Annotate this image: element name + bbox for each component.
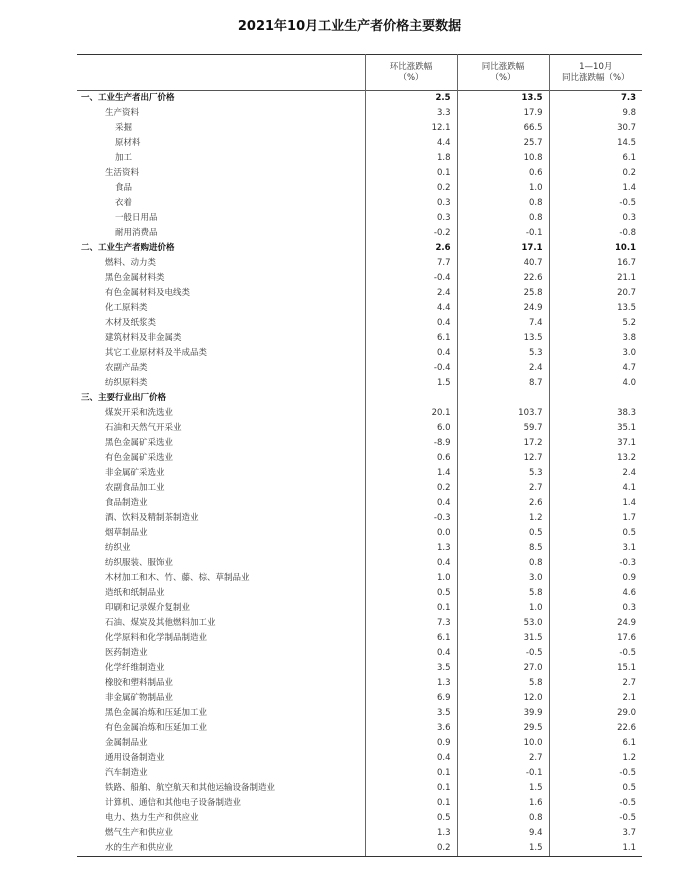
cell-mom: 0.1 (365, 781, 457, 796)
cell-ytd: 10.1 (549, 241, 642, 256)
cell-ytd: 0.3 (549, 601, 642, 616)
cell-mom: 1.4 (365, 466, 457, 481)
row-label: 烟草制品业 (105, 528, 148, 538)
cell-ytd: 0.9 (549, 571, 642, 586)
cell-ytd: 35.1 (549, 421, 642, 436)
table-row (77, 466, 642, 481)
cell-mom: 3.5 (365, 706, 457, 721)
cell-ytd: 6.1 (549, 151, 642, 166)
cell-mom: 0.4 (365, 751, 457, 766)
cell-mom (365, 391, 457, 406)
table-row (77, 586, 642, 601)
cell-yoy: 2.6 (457, 496, 549, 511)
cell-ytd: 2.4 (549, 466, 642, 481)
cell-yoy: 1.5 (457, 841, 549, 857)
cell-ytd: 1.7 (549, 511, 642, 526)
cell-mom: 0.1 (365, 766, 457, 781)
table-row (77, 166, 642, 181)
table-row (77, 316, 642, 331)
cell-mom: 1.3 (365, 541, 457, 556)
cell-ytd: 38.3 (549, 406, 642, 421)
table-row (77, 331, 642, 346)
row-label: 农副食品加工业 (105, 483, 165, 493)
header-ytd (549, 55, 642, 91)
cell-ytd: 4.7 (549, 361, 642, 376)
cell-yoy: 0.5 (457, 526, 549, 541)
cell-yoy: 1.2 (457, 511, 549, 526)
cell-mom: -0.2 (365, 226, 457, 241)
cell-ytd: 13.2 (549, 451, 642, 466)
cell-mom: 0.9 (365, 736, 457, 751)
row-label: 石油和天然气开采业 (105, 423, 182, 433)
table-row (77, 571, 642, 586)
cell-mom: 0.4 (365, 496, 457, 511)
cell-yoy: 2.4 (457, 361, 549, 376)
cell-yoy: 12.7 (457, 451, 549, 466)
row-label: 二、工业生产者购进价格 (81, 243, 175, 253)
row-label: 化学原料和化学制品制造业 (105, 633, 208, 643)
cell-ytd: -0.8 (549, 226, 642, 241)
cell-mom: 3.5 (365, 661, 457, 676)
cell-ytd: 3.1 (549, 541, 642, 556)
row-label: 采掘 (115, 123, 133, 133)
cell-mom: 0.1 (365, 166, 457, 181)
cell-mom: 1.0 (365, 571, 457, 586)
section-row (77, 391, 642, 406)
table-row (77, 811, 642, 826)
row-label: 计算机、通信和其他电子设备制造业 (105, 798, 242, 808)
cell-yoy: 5.3 (457, 466, 549, 481)
cell-ytd: 6.1 (549, 736, 642, 751)
row-label: 木材加工和木、竹、藤、棕、草制品业 (105, 573, 250, 583)
table-row (77, 706, 642, 721)
cell-ytd: 1.4 (549, 181, 642, 196)
cell-ytd: 14.5 (549, 136, 642, 151)
cell-ytd: -0.5 (549, 811, 642, 826)
cell-mom: 0.5 (365, 811, 457, 826)
cell-yoy: 5.8 (457, 586, 549, 601)
cell-yoy: 66.5 (457, 121, 549, 136)
table-row (77, 691, 642, 706)
row-label: 纺织服装、服饰业 (105, 558, 174, 568)
cell-ytd: 1.1 (549, 841, 642, 857)
cell-ytd: 22.6 (549, 721, 642, 736)
table-header-row (77, 55, 642, 91)
cell-mom: 6.0 (365, 421, 457, 436)
row-label: 生产资料 (105, 108, 140, 118)
row-label: 橡胶和塑料制品业 (105, 678, 174, 688)
table-row (77, 451, 642, 466)
table-row (77, 541, 642, 556)
table-row (77, 271, 642, 286)
cell-mom: 0.4 (365, 346, 457, 361)
row-label: 一般日用品 (115, 213, 158, 223)
cell-ytd: -0.3 (549, 556, 642, 571)
cell-ytd: 1.2 (549, 751, 642, 766)
table-row (77, 406, 642, 421)
cell-mom: 0.3 (365, 196, 457, 211)
cell-ytd: 37.1 (549, 436, 642, 451)
cell-mom: 4.4 (365, 136, 457, 151)
cell-ytd (549, 391, 642, 406)
cell-mom: 0.0 (365, 526, 457, 541)
row-label: 纺织原料类 (105, 378, 148, 388)
row-label: 生活资料 (105, 168, 140, 178)
table-row (77, 361, 642, 376)
header-category (77, 55, 365, 91)
row-label: 煤炭开采和洗选业 (105, 408, 174, 418)
cell-yoy: 13.5 (457, 331, 549, 346)
row-label: 建筑材料及非金属类 (105, 333, 182, 343)
cell-yoy: 59.7 (457, 421, 549, 436)
row-label: 汽车制造业 (105, 768, 148, 778)
row-label: 石油、煤炭及其他燃料加工业 (105, 618, 216, 628)
row-label: 造纸和纸制品业 (105, 588, 165, 598)
cell-ytd: 29.0 (549, 706, 642, 721)
cell-yoy: 39.9 (457, 706, 549, 721)
cell-yoy: -0.1 (457, 226, 549, 241)
cell-yoy: 29.5 (457, 721, 549, 736)
table-row (77, 286, 642, 301)
row-label: 一、工业生产者出厂价格 (81, 93, 175, 103)
cell-yoy: 10.8 (457, 151, 549, 166)
cell-mom: 0.2 (365, 181, 457, 196)
cell-mom: 4.4 (365, 301, 457, 316)
cell-yoy: 5.8 (457, 676, 549, 691)
table-row (77, 796, 642, 811)
table-row (77, 736, 642, 751)
row-label: 燃气生产和供应业 (105, 828, 174, 838)
header-mom (365, 55, 457, 91)
cell-mom: 2.6 (365, 241, 457, 256)
cell-yoy: 13.5 (457, 91, 549, 107)
cell-ytd: -0.5 (549, 766, 642, 781)
cell-ytd: 21.1 (549, 271, 642, 286)
cell-ytd: -0.5 (549, 646, 642, 661)
table-row (77, 766, 642, 781)
cell-yoy: 0.6 (457, 166, 549, 181)
row-label: 铁路、船舶、航空航天和其他运输设备制造业 (105, 783, 276, 793)
row-label: 三、主要行业出厂价格 (81, 393, 167, 403)
cell-mom: 20.1 (365, 406, 457, 421)
cell-ytd: 2.1 (549, 691, 642, 706)
table-row (77, 721, 642, 736)
table-row (77, 256, 642, 271)
cell-yoy: 10.0 (457, 736, 549, 751)
table-row (77, 106, 642, 121)
row-label: 其它工业原材料及半成品类 (105, 348, 208, 358)
cell-yoy (457, 391, 549, 406)
row-label: 金属制品业 (105, 738, 148, 748)
cell-mom: 0.3 (365, 211, 457, 226)
cell-mom: 0.4 (365, 646, 457, 661)
table-row (77, 631, 642, 646)
row-label: 加工 (115, 153, 133, 163)
row-label: 耐用消费品 (115, 228, 158, 238)
row-label: 原材料 (115, 138, 141, 148)
cell-mom: 0.2 (365, 841, 457, 857)
header-yoy-line2: （%） (490, 72, 516, 83)
cell-mom: 2.4 (365, 286, 457, 301)
table-row (77, 226, 642, 241)
table-row (77, 376, 642, 391)
table-row (77, 601, 642, 616)
cell-ytd: 4.6 (549, 586, 642, 601)
cell-ytd: -0.5 (549, 196, 642, 211)
cell-ytd: 4.1 (549, 481, 642, 496)
table-row (77, 211, 642, 226)
cell-ytd: 24.9 (549, 616, 642, 631)
cell-mom: 0.4 (365, 556, 457, 571)
cell-mom: 0.1 (365, 601, 457, 616)
row-label: 非金属矿物制品业 (105, 693, 174, 703)
cell-mom: 0.6 (365, 451, 457, 466)
cell-mom: -8.9 (365, 436, 457, 451)
cell-yoy: 53.0 (457, 616, 549, 631)
cell-mom: 12.1 (365, 121, 457, 136)
section-row (77, 241, 642, 256)
table-row (77, 436, 642, 451)
table-row (77, 151, 642, 166)
row-label: 非金属矿采选业 (105, 468, 165, 478)
row-label: 电力、热力生产和供应业 (105, 813, 199, 823)
cell-yoy: 27.0 (457, 661, 549, 676)
row-label: 衣着 (115, 198, 133, 208)
cell-mom: 0.2 (365, 481, 457, 496)
row-label: 酒、饮料及精制茶制造业 (105, 513, 199, 523)
table-row (77, 556, 642, 571)
cell-yoy: 3.0 (457, 571, 549, 586)
table-row (77, 526, 642, 541)
cell-ytd: 3.8 (549, 331, 642, 346)
cell-yoy: 1.0 (457, 181, 549, 196)
cell-yoy: 1.5 (457, 781, 549, 796)
table-row (77, 676, 642, 691)
row-label: 农副产品类 (105, 363, 148, 373)
cell-ytd: -0.5 (549, 796, 642, 811)
row-label: 黑色金属冶炼和压延加工业 (105, 708, 208, 718)
cell-yoy: 25.7 (457, 136, 549, 151)
header-yoy (457, 55, 549, 91)
table-row (77, 661, 642, 676)
cell-ytd: 7.3 (549, 91, 642, 107)
cell-yoy: 7.4 (457, 316, 549, 331)
cell-yoy: 0.8 (457, 196, 549, 211)
cell-yoy: 0.8 (457, 556, 549, 571)
row-label: 纺织业 (105, 543, 131, 553)
cell-yoy: 0.8 (457, 211, 549, 226)
cell-mom: 1.3 (365, 676, 457, 691)
cell-mom: -0.4 (365, 361, 457, 376)
cell-mom: 1.5 (365, 376, 457, 391)
section-row (77, 91, 642, 107)
cell-ytd: 3.7 (549, 826, 642, 841)
cell-ytd: 9.8 (549, 106, 642, 121)
row-label: 水的生产和供应业 (77, 841, 365, 857)
price-data-table (77, 54, 642, 857)
cell-ytd: 1.4 (549, 496, 642, 511)
table-row (77, 646, 642, 661)
cell-yoy: 9.4 (457, 826, 549, 841)
cell-yoy: -0.1 (457, 766, 549, 781)
table-row (77, 136, 642, 151)
row-label: 医药制造业 (105, 648, 148, 658)
row-label: 有色金属矿采选业 (105, 453, 174, 463)
cell-ytd: 2.7 (549, 676, 642, 691)
cell-mom: 1.3 (365, 826, 457, 841)
cell-mom: 7.7 (365, 256, 457, 271)
cell-ytd: 0.5 (549, 526, 642, 541)
row-label: 食品制造业 (105, 498, 148, 508)
row-label: 黑色金属材料类 (105, 273, 165, 283)
row-label: 化工原料类 (105, 303, 148, 313)
cell-yoy: 24.9 (457, 301, 549, 316)
cell-mom: 3.3 (365, 106, 457, 121)
cell-mom: 7.3 (365, 616, 457, 631)
row-label: 通用设备制造业 (105, 753, 165, 763)
row-label: 印刷和记录媒介复制业 (105, 603, 191, 613)
header-yoy-line1: 同比涨跌幅 (481, 61, 525, 72)
cell-mom: -0.4 (365, 271, 457, 286)
table-row (77, 751, 642, 766)
cell-ytd: 5.2 (549, 316, 642, 331)
cell-yoy: 2.7 (457, 481, 549, 496)
cell-yoy: 40.7 (457, 256, 549, 271)
page-title: 2021年10月工业生产者价格主要数据 (237, 19, 462, 34)
cell-mom: -0.3 (365, 511, 457, 526)
cell-mom: 3.6 (365, 721, 457, 736)
table-row (77, 496, 642, 511)
row-label: 黑色金属矿采选业 (105, 438, 174, 448)
row-label: 木材及纸浆类 (105, 318, 157, 328)
cell-yoy: 31.5 (457, 631, 549, 646)
cell-mom: 2.5 (365, 91, 457, 107)
table-row (77, 616, 642, 631)
row-label: 化学纤维制造业 (105, 663, 165, 673)
header-ytd-line1: 1—10月 (579, 61, 613, 72)
cell-yoy: 1.0 (457, 601, 549, 616)
row-label: 燃料、动力类 (105, 258, 157, 268)
header-mom-line2: （%） (398, 72, 424, 83)
header-mom-line1: 环比涨跌幅 (389, 61, 433, 72)
table-row (77, 301, 642, 316)
table-row (77, 781, 642, 796)
row-label: 有色金属材料及电线类 (105, 288, 191, 298)
row-label: 食品 (115, 183, 133, 193)
cell-ytd: 0.5 (549, 781, 642, 796)
table-row (77, 511, 642, 526)
cell-ytd: 3.0 (549, 346, 642, 361)
cell-ytd: 0.3 (549, 211, 642, 226)
cell-mom: 0.1 (365, 796, 457, 811)
cell-ytd: 30.7 (549, 121, 642, 136)
table-row (77, 841, 642, 857)
cell-yoy: 2.7 (457, 751, 549, 766)
cell-ytd: 0.2 (549, 166, 642, 181)
cell-yoy: 17.1 (457, 241, 549, 256)
cell-yoy: -0.5 (457, 646, 549, 661)
cell-mom: 6.1 (365, 631, 457, 646)
cell-ytd: 4.0 (549, 376, 642, 391)
cell-yoy: 0.8 (457, 811, 549, 826)
cell-ytd: 17.6 (549, 631, 642, 646)
cell-mom: 0.4 (365, 316, 457, 331)
cell-ytd: 15.1 (549, 661, 642, 676)
cell-yoy: 5.3 (457, 346, 549, 361)
cell-yoy: 17.9 (457, 106, 549, 121)
table-row (77, 121, 642, 136)
cell-yoy: 25.8 (457, 286, 549, 301)
cell-yoy: 1.6 (457, 796, 549, 811)
table-row (77, 196, 642, 211)
cell-yoy: 17.2 (457, 436, 549, 451)
table-row (77, 826, 642, 841)
cell-yoy: 12.0 (457, 691, 549, 706)
cell-mom: 6.1 (365, 331, 457, 346)
table-row (77, 181, 642, 196)
cell-yoy: 8.7 (457, 376, 549, 391)
cell-ytd: 20.7 (549, 286, 642, 301)
table-row (77, 346, 642, 361)
cell-ytd: 13.5 (549, 301, 642, 316)
table-row (77, 421, 642, 436)
cell-yoy: 22.6 (457, 271, 549, 286)
table-body (77, 91, 642, 857)
cell-mom: 1.8 (365, 151, 457, 166)
table-row (77, 481, 642, 496)
header-ytd-line2: 同比涨跌幅（%） (561, 72, 630, 83)
cell-ytd: 16.7 (549, 256, 642, 271)
cell-mom: 0.5 (365, 586, 457, 601)
cell-mom: 6.9 (365, 691, 457, 706)
cell-yoy: 8.5 (457, 541, 549, 556)
cell-yoy: 103.7 (457, 406, 549, 421)
row-label: 有色金属冶炼和压延加工业 (105, 723, 208, 733)
